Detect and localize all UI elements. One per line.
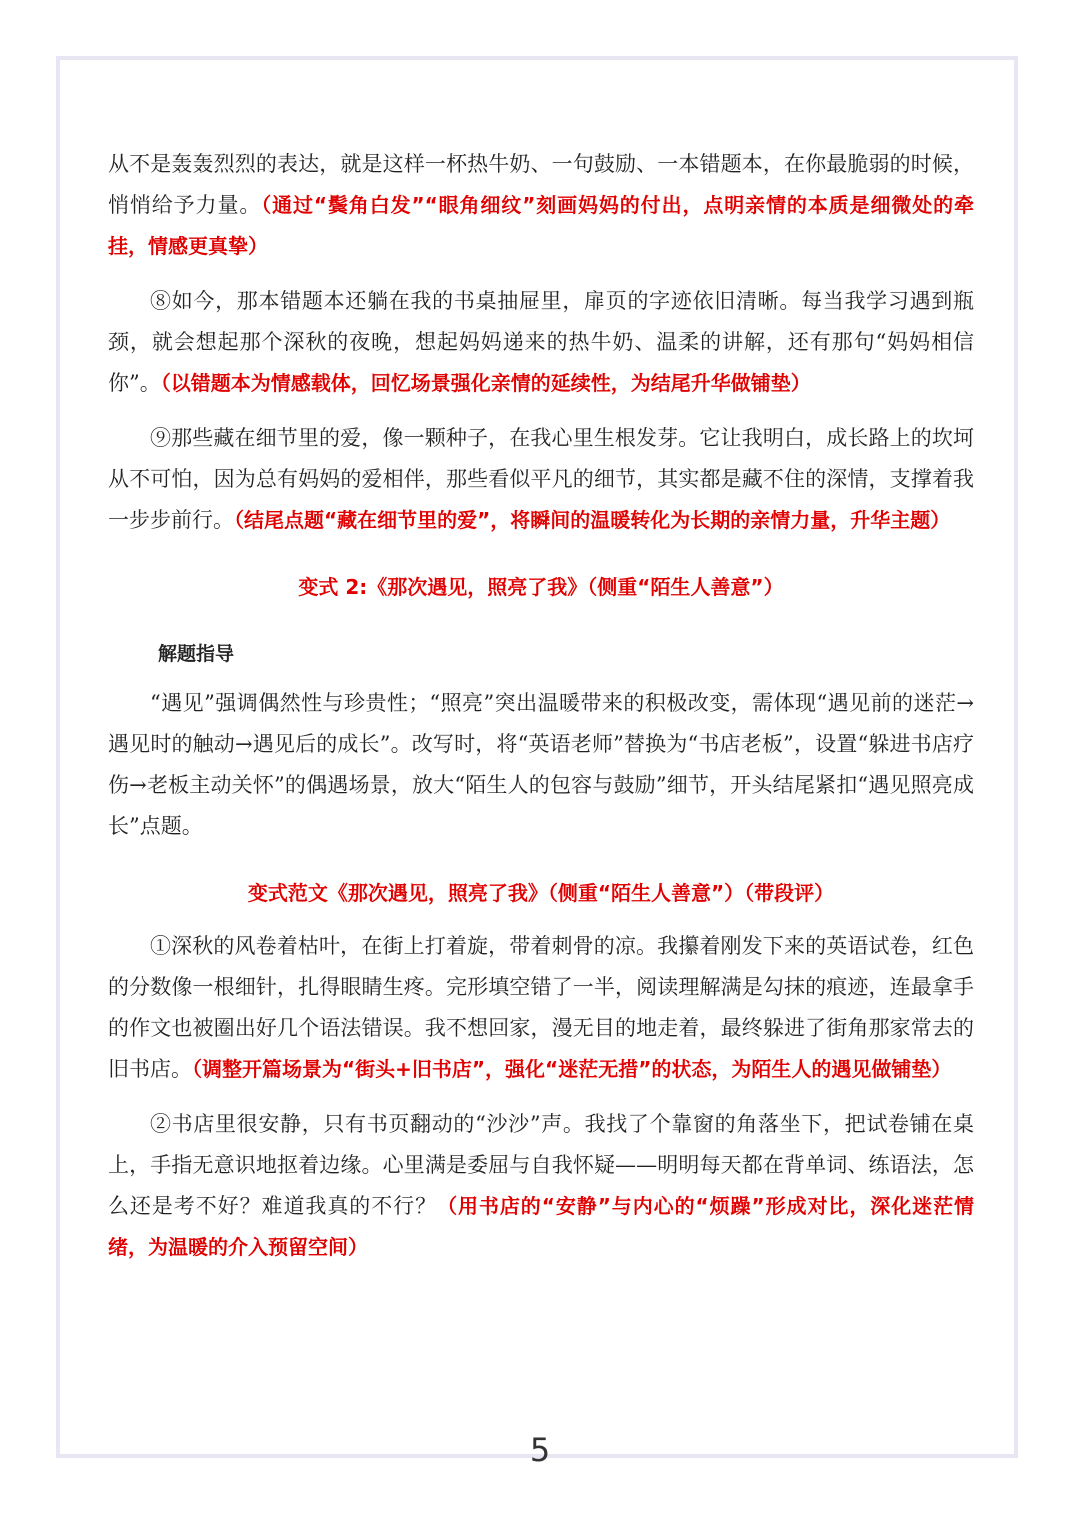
document-body — [108, 144, 974, 1268]
annotation-comment: （以错题本为情感载体，回忆场景强化亲情的延续性，为结尾升华做铺垫） — [160, 371, 811, 395]
guide-paragraph — [108, 683, 974, 847]
paragraph-continuation — [108, 144, 974, 267]
paragraph-text: ⑧如今，那本错题本还躺在我的书桌抽屉里，扉页的字迹依旧清晰。每当我学习遇到瓶颈，就会想起那个深秋的夜晚，想起妈妈递来的热牛奶、温柔的讲解，还有那句“妈妈相信你”。 — [108, 289, 974, 395]
page-number: 5 — [529, 1431, 551, 1469]
annotation-comment: （用书店的“安静”与内心的“烦躁”形成对比，深化迷茫情绪，为温暖的介入预留空间） — [108, 1194, 975, 1259]
guide-heading: 解题指导 — [158, 643, 235, 665]
annotation-comment: （通过“鬓角白发”“眼角细纹”刻画妈妈的付出，点明亲情的本质是细微处的牵挂，情感更真挚） — [108, 193, 974, 258]
sample-paragraph-2 — [108, 1104, 974, 1268]
paragraph-text: ⑨那些藏在细节里的爱，像一颗种子，在我心里生根发芽。它让我明白，成长路上的坎坷从不可怕，因为总有妈妈的爱相伴，那些看似平凡的细节，其实都是藏不住的深情，支撑着我一步步前行。 — [108, 426, 974, 532]
paragraph-text: 从不是轰轰烈烈的表达，就是这样一杯热牛奶、一句鼓励、一本错题本，在你最脆弱的时候，悄悄给予力量。 — [108, 152, 974, 217]
annotation-comment: （调整开篇场景为“街头+旧书店”，强化“迷茫无措”的状态，为陌生人的遇见做铺垫） — [192, 1057, 952, 1081]
paragraph-text: ①深秋的风卷着枯叶，在街上打着旋，带着刺骨的凉。我攥着刚发下来的英语试卷，红色的分数像一根细针，扎得眼睛生疼。完形填空错了一半，阅读理解满是勾抹的痕迹，连最拿手的作文也被圈出好几个语法错误。我不想回家，漫无目的地走着，最终躲进了街角那家常去的旧书店。 — [108, 934, 974, 1081]
paragraph-8 — [108, 281, 974, 404]
paragraph-9 — [108, 418, 974, 541]
annotation-comment: （结尾点题“藏在细节里的爱”，将瞬间的温暖转化为长期的亲情力量，升华主题） — [234, 508, 951, 532]
sample-essay-heading: 变式范文《那次遇见，照亮了我》（侧重“陌生人善意”）（带段评） — [247, 881, 835, 905]
paragraph-text: “遇见”强调偶然性与珍贵性；“照亮”突出温暖带来的积极改变，需体现“遇见前的迷茫→遇见时的触动→遇见后的成长”。改写时，将“英语老师”替换为“书店老板”，设置“躲进书店疗伤→老板主动关怀”的偶遇场景，放大“陌生人的包容与鼓励”细节，开头结尾紧扣“遇见照亮成长”点题。 — [108, 691, 974, 838]
sample-paragraph-1 — [108, 926, 974, 1090]
variant-2-heading: 变式 2:《那次遇见，照亮了我》（侧重“陌生人善意”） — [298, 575, 784, 599]
paragraph-text: ②书店里很安静，只有书页翻动的“沙沙”声。我找了个靠窗的角落坐下，把试卷铺在桌上，手指无意识地抠着边缘。心里满是委屈与自我怀疑——明明每天都在背单词、练语法，怎么还是考不好？难道我真的不行？ — [108, 1112, 974, 1218]
